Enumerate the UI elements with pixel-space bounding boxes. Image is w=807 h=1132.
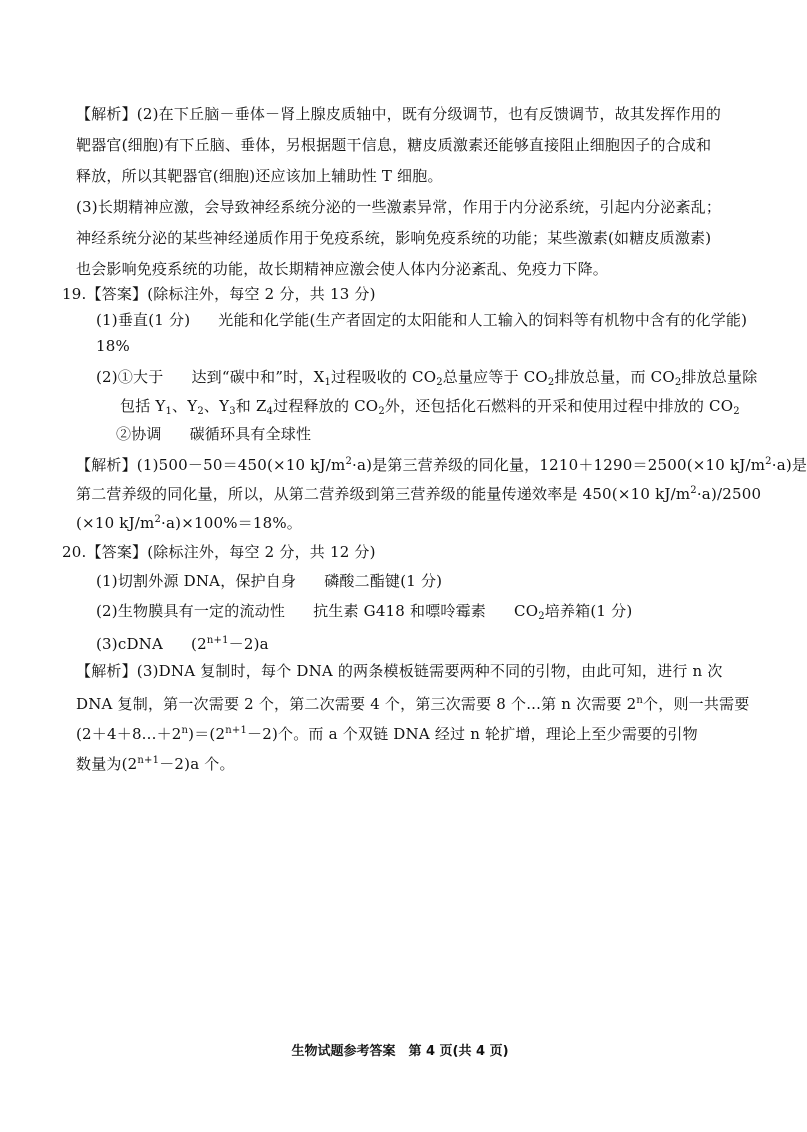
q19-explain-line-3: (×10 $kJ/m^2\cdot a)\times 100\%=18\%$。 [76,514,302,532]
q20-explain-line-1: 【解析】(3)DNA 复制时，每个 DNA 的两条模板链需要两种不同的引物，由此可知，进行 n 次 [76,662,723,680]
page-footer: 生物试题参考答案 第 4 页(共 4 页) [291,1044,509,1059]
q20-explain-line-3: $(2+4+8...+2^n)=(2^{n+1}-2)$个。而 a 个双链 DNA 经过 n 轮扩增，理论上至少需要的引物 [76,725,698,743]
q20-header: 20.【答案】(除标注外，每空 2 分，共 12 分) [62,543,376,561]
q20-explain-line-2: DNA 复制，第一次需要 2 个，第二次需要 4 个，第三次需要 8 个...第 n 次需要 2$^n$个，则一共需要 [76,695,750,713]
q20-answer-3: (3)cDNA $(2^{n+1}-2)a$ [96,635,269,653]
analysis-line-1: 【解析】(2)在下丘脑－垂体－肾上腺皮质轴中，既有分级调节，也有反馈调节，故其发挥作用的 [76,105,722,123]
analysis-line-6: 也会影响免疫系统的功能，故长期精神应激会使人体内分泌紊乱、免疫力下降。 [76,260,609,278]
q19-answer-1-value: 18% [96,337,130,355]
analysis-line-5: 神经系统分泌的某些神经递质作用于免疫系统，影响免疫系统的功能；某些激素(如糖皮质激素) [76,229,712,247]
q19-answer-2-cont: 包括 $Y_1$、$Y_2$、$Y_3$和 $Z_4$过程释放的 $CO_2$外，还包括化石燃料的开采和使用过程中排放的 $CO_2$ [120,397,740,417]
q19-explain-line-1: 【解析】(1)500－50＝450(×10 $kJ/m^2\cdot a$)是第三营养级的同化量，1210＋1290＝2500(×10 $kJ/m^2\cdot a$)是 [76,456,807,474]
analysis-line-3: 释放，所以其靶器官(细胞)还应该加上辅助性 T 细胞。 [76,167,443,185]
q19-header: 19.【答案】(除标注外，每空 2 分，共 13 分) [62,285,376,303]
q19-answer-2: (2)①大于 达到“碳中和”时，$X_1$过程吸收的 $CO_2$总量应等于 $CO_2$排放总量，而 $CO_2$排放总量除 [96,368,758,388]
analysis-line-4: (3)长期精神应激，会导致神经系统分泌的一些激素异常，作用于内分泌系统，引起内分泌紊乱； [76,198,722,216]
q19-answer-1: (1)垂直(1 分) 光能和化学能(生产者固定的太阳能和人工输入的饲料等有机物中含有的化学能) [96,311,748,329]
q20-answer-2: (2)生物膜具有一定的流动性 抗生素 G418 和嘌呤霉素 $CO_2$培养箱(1 分) [96,602,633,622]
analysis-line-2: 靶器官(细胞)有下丘脑、垂体，另根据题干信息，糖皮质激素还能够直接阻止细胞因子的合成和 [76,136,712,154]
q19-answer-2b: ②协调 碳循环具有全球性 [116,425,312,443]
q20-answer-1: (1)切割外源 DNA，保护自身 磷酸二酯键(1 分) [96,572,443,590]
q19-explain-line-2: 第二营养级的同化量，所以，从第二营养级到第三营养级的能量传递效率是 450(×10 $kJ/m^2\cdot a)/2500$ [76,485,762,503]
q20-explain-line-4: 数量为$(2^{n+1}-2)a$ 个。 [76,755,235,773]
